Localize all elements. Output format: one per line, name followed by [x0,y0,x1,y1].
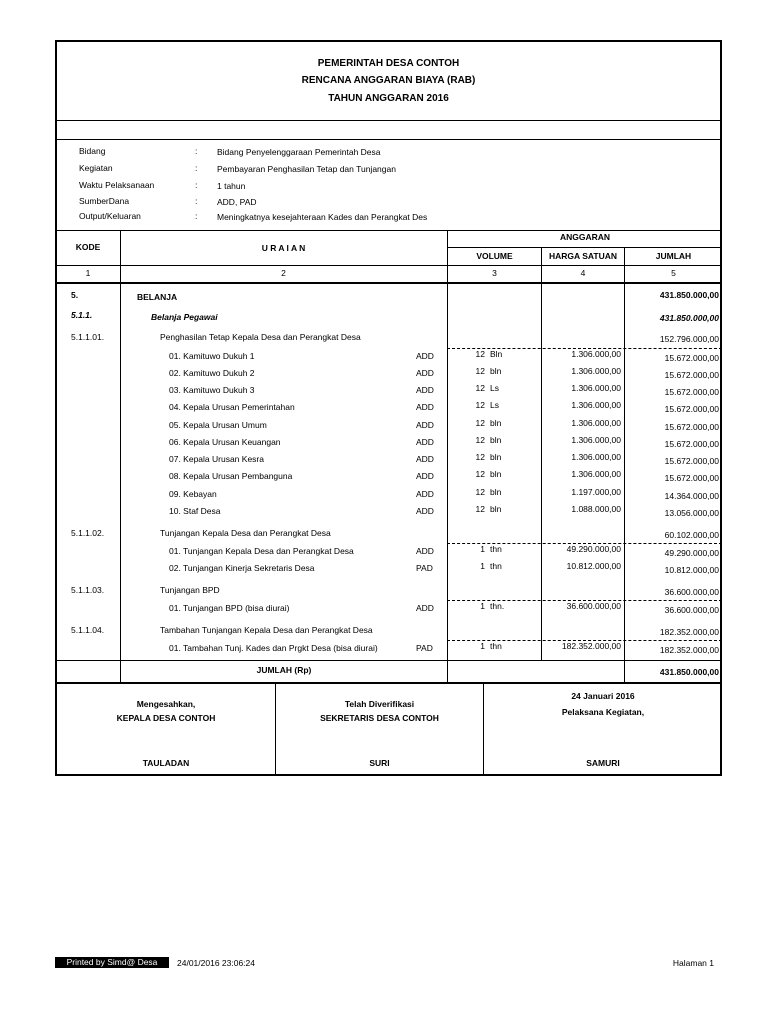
row-unit: Bln [490,349,503,359]
row-code: 5.1.1.02. [71,528,105,538]
row-source: ADD [416,420,434,430]
row-description: 02. Kamituwo Dukuh 2 [169,368,255,378]
row-amount: 14.364.000,00 [664,491,719,501]
col-number: 5 [671,268,676,278]
doc-title: RENCANA ANGGARAN BIAYA (RAB) [301,75,476,86]
row-unit-price: 10.812.000,00 [566,561,621,571]
print-datetime: 24/01/2016 23:06:24 [177,958,255,968]
info-value: Pembayaran Penghasilan Tetap dan Tunjangan [217,164,396,174]
row-amount: 15.672.000,00 [664,456,719,466]
column-line [447,230,448,682]
info-label: Bidang [79,146,106,156]
row-source: ADD [416,385,434,395]
row-amount: 60.102.000,00 [664,530,719,540]
row-unit-price: 1.306.000,00 [571,383,621,393]
gov-title: PEMERINTAH DESA CONTOH [317,58,460,69]
row-code: 5.1.1.03. [71,585,105,595]
row-source: ADD [416,489,434,499]
col-anggaran-header: ANGGARAN [559,232,611,242]
row-source: ADD [416,471,434,481]
info-value: ADD, PAD [217,197,257,207]
row-unit-price: 182.352.000,00 [561,641,621,651]
row-unit-price: 36.600.000,00 [566,601,621,611]
printed-by-label: Printed by Simd@ Desa [55,957,169,968]
info-value: Bidang Penyelenggaraan Pemerintah Desa [217,147,381,157]
rab-document [55,40,722,776]
info-label: Kegiatan [79,163,113,173]
row-description: 09. Kebayan [169,489,217,499]
row-amount: 15.672.000,00 [664,439,719,449]
row-unit: Ls [490,400,499,410]
divider [57,230,720,231]
row-unit: bln [490,469,502,479]
row-amount: 15.672.000,00 [664,404,719,414]
row-unit-price: 49.290.000,00 [566,544,621,554]
approver-role-line2: KEPALA DESA CONTOH [116,713,216,723]
row-description: Tunjangan BPD [160,585,220,595]
row-unit: thn [490,641,502,651]
col-number: 1 [85,268,91,278]
row-amount: 10.812.000,00 [664,565,719,575]
col-number: 2 [281,268,286,278]
row-amount: 15.672.000,00 [664,422,719,432]
row-source: ADD [416,546,434,556]
row-description: 01. Kamituwo Dukuh 1 [169,351,255,361]
row-amount: 49.290.000,00 [664,548,719,558]
approver-role-line1: Mengesahkan, [136,699,196,709]
row-amount: 15.672.000,00 [664,387,719,397]
col-jumlah-header: JUMLAH [655,251,692,261]
row-unit-price: 1.306.000,00 [571,418,621,428]
row-source: ADD [416,454,434,464]
row-volume: 1 [480,601,485,611]
row-source: ADD [416,402,434,412]
row-source: ADD [416,437,434,447]
verifier-name: SURI [369,758,390,768]
row-volume: 12 [475,349,485,359]
divider [57,282,720,284]
row-volume: 12 [475,504,485,514]
row-description: 08. Kepala Urusan Pembanguna [169,471,293,481]
row-amount: 36.600.000,00 [664,605,719,615]
col-harga-header: HARGA SATUAN [549,251,617,261]
row-description: 01. Tunjangan BPD (bisa diurai) [169,603,290,613]
row-source: ADD [416,603,434,613]
row-amount: 15.672.000,00 [664,370,719,380]
info-colon: : [195,146,198,156]
row-amount: 182.352.000,00 [659,627,719,637]
row-unit: thn [490,561,502,571]
row-unit: bln [490,435,502,445]
row-volume: 1 [480,641,485,651]
info-label: Output/Keluaran [79,211,141,221]
divider [57,139,720,140]
row-description: 06. Kepala Urusan Keuangan [169,437,281,447]
row-unit: thn. [490,601,505,611]
signing-date: 24 Januari 2016 [571,691,635,701]
col-volume-header: VOLUME [476,251,513,261]
divider [57,660,720,661]
row-source: PAD [416,563,433,573]
divider [57,265,720,266]
info-label: SumberDana [79,196,130,206]
divider [57,682,720,684]
row-amount: 152.796.000,00 [659,334,719,344]
row-volume: 12 [475,383,485,393]
row-unit-price: 1.306.000,00 [571,469,621,479]
col-uraian-header: U R A I A N [261,243,306,253]
fiscal-year: TAHUN ANGGARAN 2016 [328,93,449,104]
row-description: 07. Kepala Urusan Kesra [169,454,264,464]
row-volume: 12 [475,452,485,462]
row-description: Belanja Pegawai [151,312,218,322]
row-code: 5.1.1.01. [71,332,105,342]
row-unit-price: 1.306.000,00 [571,400,621,410]
executor-name: SAMURI [586,758,620,768]
row-description: 05. Kepala Urusan Umum [169,420,267,430]
row-description: Tambahan Tunjangan Kepala Desa dan Perangkat Desa [160,625,373,635]
row-unit-price: 1.306.000,00 [571,366,621,376]
row-description: Penghasilan Tetap Kepala Desa dan Perangkat Desa [160,332,361,342]
row-amount: 15.672.000,00 [664,473,719,483]
row-description: 10. Staf Desa [169,506,221,516]
row-amount: 36.600.000,00 [664,587,719,597]
approver-name: TAULADAN [142,758,190,768]
row-volume: 12 [475,435,485,445]
col-number: 3 [492,268,497,278]
row-source: PAD [416,643,433,653]
row-source: ADD [416,506,434,516]
row-unit: bln [490,452,502,462]
row-unit-price: 1.306.000,00 [571,452,621,462]
page-number: Halaman 1 [672,958,714,968]
verifier-role-line1: Telah Diverifikasi [344,699,415,709]
total-label: JUMLAH (Rp) [256,665,312,675]
row-volume: 12 [475,400,485,410]
row-source: ADD [416,351,434,361]
row-amount: 431.850.000,00 [659,313,719,323]
row-description: 04. Kepala Urusan Pemerintahan [169,402,295,412]
info-colon: : [195,196,198,206]
row-unit-price: 1.088.000,00 [571,504,621,514]
row-amount: 182.352.000,00 [659,645,719,655]
row-description: 01. Tambahan Tunj. Kades dan Prgkt Desa (bisa diurai) [169,643,378,653]
row-code: 5.1.1.04. [71,625,105,635]
info-label: Waktu Pelaksanaan [79,180,155,190]
executor-role: Pelaksana Kegiatan, [561,707,645,717]
col-number: 4 [580,268,586,278]
row-amount: 431.850.000,00 [659,290,719,300]
info-colon: : [195,163,198,173]
row-amount: 15.672.000,00 [664,353,719,363]
info-value: Meningkatnya kesejahteraan Kades dan Perangkat Des [217,212,428,222]
row-source: ADD [416,368,434,378]
row-code: 5. [71,290,79,300]
row-description: BELANJA [137,292,178,302]
row-volume: 12 [475,418,485,428]
row-description: 01. Tunjangan Kepala Desa dan Perangkat Desa [169,546,354,556]
row-amount: 13.056.000,00 [664,508,719,518]
info-value: 1 tahun [217,181,246,191]
row-unit: bln [490,418,502,428]
row-unit: bln [490,366,502,376]
row-unit-price: 1.197.000,00 [571,487,621,497]
divider [57,120,720,121]
row-volume: 12 [475,366,485,376]
row-volume: 12 [475,469,485,479]
row-unit: thn [490,544,502,554]
row-code: 5.1.1. [71,310,93,320]
col-kode-header: KODE [75,242,101,252]
row-volume: 1 [480,561,485,571]
verifier-role-line2: SEKRETARIS DESA CONTOH [320,713,439,723]
row-unit-price: 1.306.000,00 [571,435,621,445]
row-unit: bln [490,504,502,514]
column-line [120,230,121,682]
row-unit-price: 1.306.000,00 [571,349,621,359]
row-unit: bln [490,487,502,497]
row-description: 02. Tunjangan Kinerja Sekretaris Desa [169,563,315,573]
row-volume: 12 [475,487,485,497]
row-unit: Ls [490,383,499,393]
divider [447,247,720,248]
total-value: 431.850.000,00 [659,667,719,677]
row-volume: 1 [480,544,485,554]
row-description: Tunjangan Kepala Desa dan Perangkat Desa [160,528,331,538]
info-colon: : [195,211,198,221]
row-description: 03. Kamituwo Dukuh 3 [169,385,255,395]
info-colon: : [195,180,198,190]
